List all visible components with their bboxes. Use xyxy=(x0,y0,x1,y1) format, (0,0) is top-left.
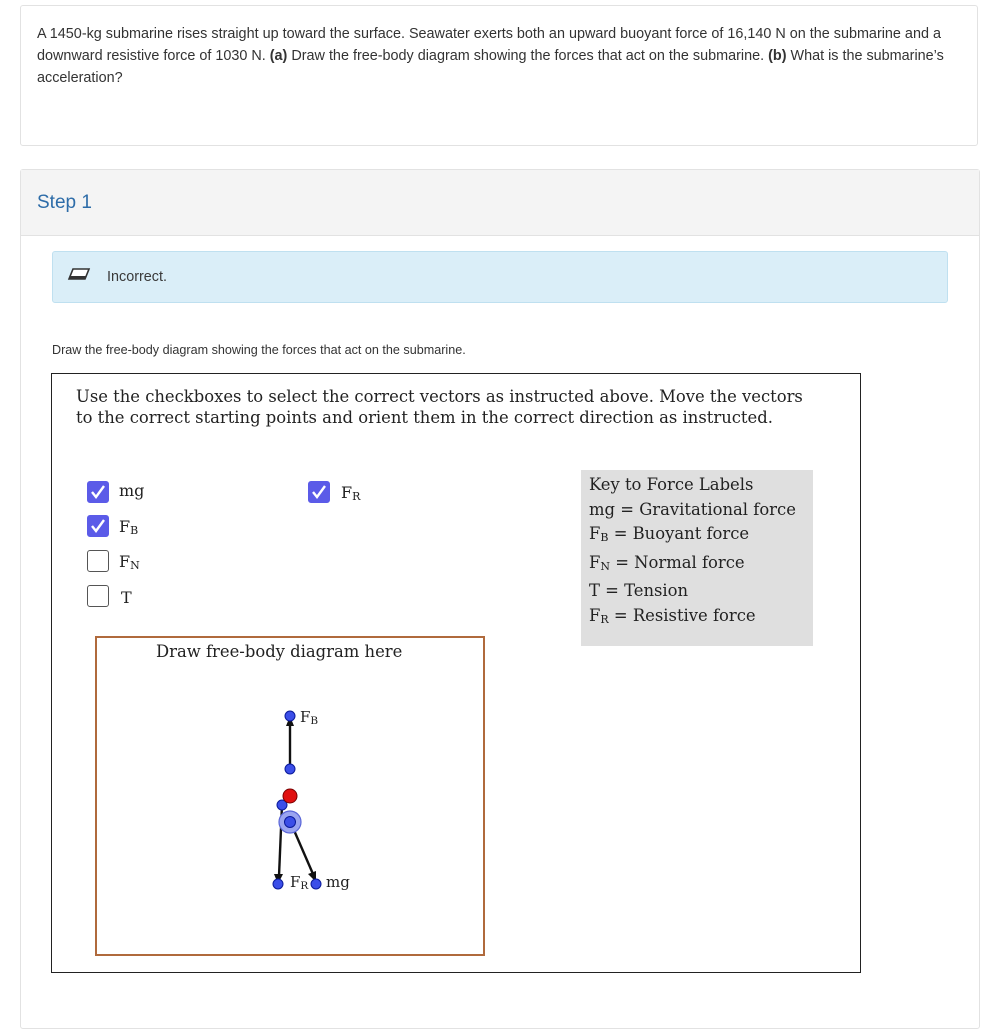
fb-tail-handle[interactable] xyxy=(285,764,295,774)
key-row-mg: mg = Gravitational force xyxy=(589,499,796,519)
step-title: Step 1 xyxy=(37,192,92,213)
checkbox-label-fb: $F_B$ xyxy=(119,517,139,537)
question-main: A 1450-kg submarine rises straight up toward the surface. Seawater exerts both an upward buoyant force of 16,140 N on the submarine and a downward resistive force of 1030 N. xyxy=(37,26,941,64)
check-icon xyxy=(90,518,106,534)
fbd-canvas[interactable] xyxy=(95,636,485,956)
checkbox-label-mg: mg xyxy=(119,481,145,500)
fr-head-handle[interactable] xyxy=(273,879,283,889)
checkbox-mg[interactable] xyxy=(87,481,109,503)
fr-vector-label: $F_R$ xyxy=(290,873,309,892)
mg-tail-handle[interactable] xyxy=(285,817,296,828)
check-icon xyxy=(311,484,327,500)
checkbox-label-t: T xyxy=(121,588,132,607)
force-key xyxy=(581,470,813,646)
mg-head-handle[interactable] xyxy=(311,879,321,889)
vector-layer xyxy=(97,638,483,954)
tool-instructions: Use the checkboxes to select the correct vectors as instructed above. Move the vectors to the correct starting points and orient them in the correct direction as instructed. xyxy=(76,387,803,427)
checkbox-label-fn: $F_N$ xyxy=(119,552,140,572)
checkbox-fn[interactable] xyxy=(87,550,109,572)
question-card xyxy=(20,5,978,146)
check-icon xyxy=(90,484,106,500)
fb-head-handle[interactable] xyxy=(285,711,295,721)
feedback-alert xyxy=(52,251,948,303)
key-row-fn: $F_N$ = Normal force xyxy=(589,552,745,573)
fb-vector-label: $F_B$ xyxy=(300,708,319,727)
part-b-text: What is the submarine’s acceleration? xyxy=(37,48,944,86)
checkbox-fb[interactable] xyxy=(87,515,109,537)
part-b-label: (b) xyxy=(768,48,787,64)
checkbox-label-fr: $F_R$ xyxy=(341,483,361,503)
checkbox-fr[interactable] xyxy=(308,481,330,503)
step-instruction: Draw the free-body diagram showing the forces that act on the submarine. xyxy=(52,343,466,357)
question-text xyxy=(37,23,967,89)
mg-vector-label: mg xyxy=(326,873,350,891)
part-a-label: (a) xyxy=(269,48,288,64)
checkbox-t[interactable] xyxy=(87,585,109,607)
eraser-icon xyxy=(67,267,91,283)
key-row-fb: $F_B$ = Buoyant force xyxy=(589,524,750,544)
fbd-tool xyxy=(51,373,861,973)
object-point[interactable] xyxy=(283,789,297,803)
feedback-text: Incorrect. xyxy=(107,269,167,285)
key-row-t: T = Tension xyxy=(589,581,689,600)
canvas-title: Draw free-body diagram here xyxy=(156,642,403,661)
step-header xyxy=(21,170,979,236)
key-row-fr: $F_R$ = Resistive force xyxy=(589,605,756,626)
key-title: Key to Force Labels xyxy=(589,475,754,494)
part-a-text: Draw the free-body diagram showing the forces that act on the submarine. xyxy=(291,48,765,64)
